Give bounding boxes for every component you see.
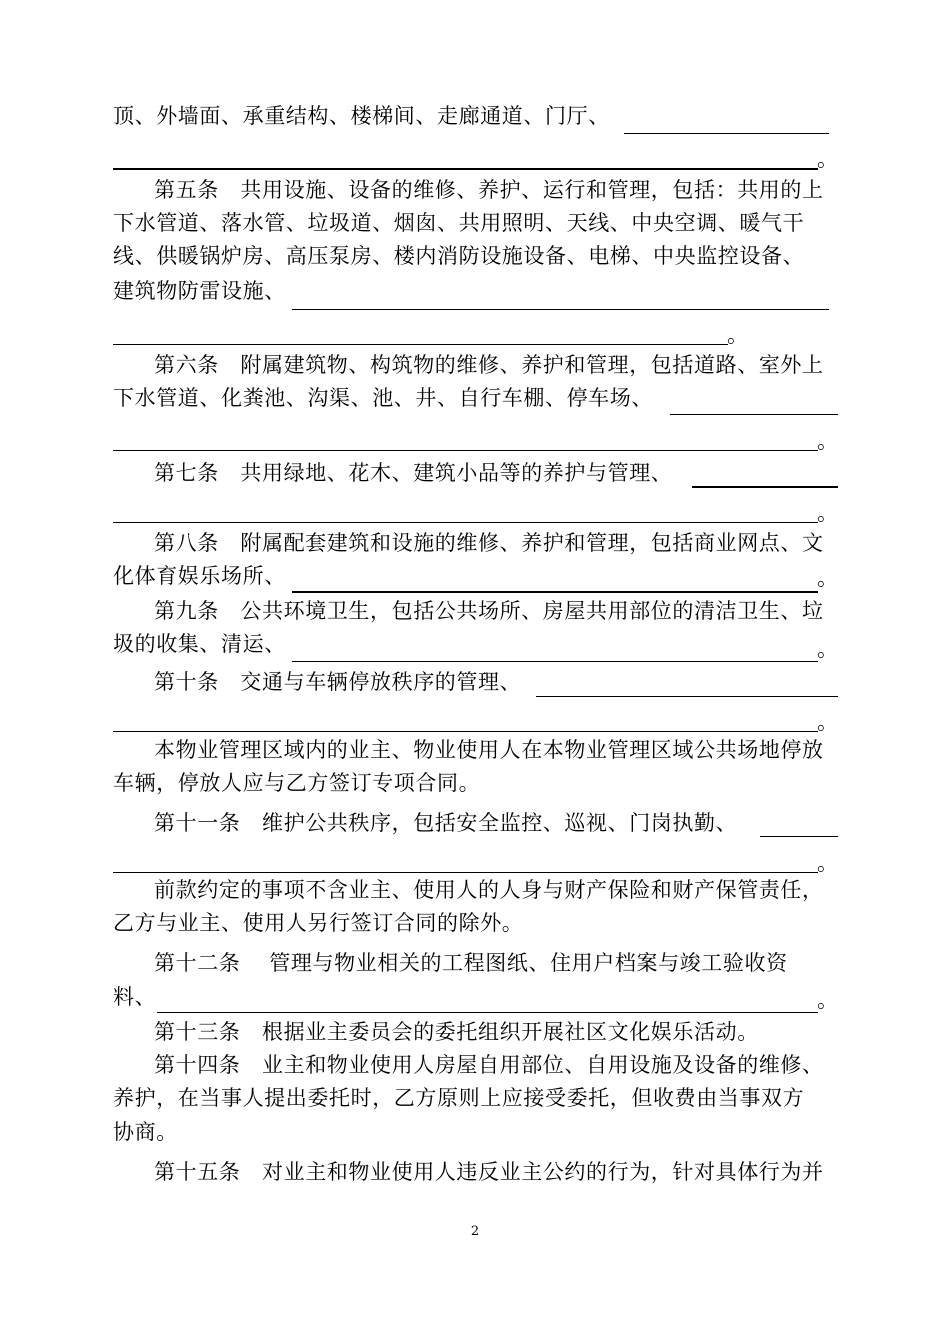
text-line: 前款约定的事项不含业主、使用人的人身与财产保险和财产保管责任， (154, 878, 824, 902)
text-line: 乙方与业主、使用人另行签订合同的除外。 (113, 911, 524, 935)
clause-8: 第八条 附属配套建筑和设施的维修、养护和管理，包括商业网点、文 (154, 531, 824, 555)
blank-line (292, 309, 829, 310)
clause-10: 第十条 交通与车辆停放秩序的管理、 (154, 670, 522, 694)
blank-line (536, 696, 838, 697)
blank-line (692, 486, 838, 488)
text-line: 化体育娱乐场所、 (113, 564, 286, 588)
clause-9: 第九条 公共环境卫生，包括公共场所、房屋共用部位的清洁卫生、垃 (154, 599, 824, 623)
blank-line (760, 836, 838, 837)
text-line: 圾的收集、清运、 (113, 632, 286, 656)
text-line: 顶、外墙面、承重结构、楼梯间、走廊通道、门厅、 (113, 104, 610, 128)
period: 。 (817, 501, 838, 525)
blank-line (670, 414, 838, 415)
blank-line (624, 133, 829, 134)
clause-11: 第十一条 维护公共秩序，包括安全监控、巡视、门岗执勤、 (154, 811, 738, 835)
text-line: 协商。 (113, 1120, 178, 1144)
blank-line (292, 591, 818, 593)
period: 。 (817, 147, 838, 171)
text-line: 线、供暖锅炉房、高压泵房、楼内消防设施设备、电梯、中央监控设备、 (113, 244, 805, 268)
clause-7: 第七条 共用绿地、花木、建筑小品等的养护与管理、 (154, 461, 673, 485)
period: 。 (817, 637, 838, 661)
blank-line (157, 1012, 818, 1013)
clause-6: 第六条 附属建筑物、构筑物的维修、养护和管理，包括道路、室外上 (154, 353, 824, 377)
period: 。 (817, 429, 838, 453)
text-line: 下水管道、落水管、垃圾道、烟囱、共用照明、天线、中央空调、暖气干 (113, 211, 805, 235)
period: 。 (817, 566, 838, 590)
blank-line (113, 168, 818, 170)
text-line: 车辆，停放人应与乙方签订专项合同。 (113, 771, 481, 795)
clause-14: 第十四条 业主和物业使用人房屋自用部位、自用设施及设备的维修、 (154, 1053, 824, 1077)
blank-line (113, 872, 818, 873)
page-number: 2 (470, 1224, 480, 1239)
text-line: 养护，在当事人提出委托时，乙方原则上应接受委托，但收费由当事双方 (113, 1086, 805, 1110)
blank-line (113, 344, 728, 345)
period: 。 (727, 323, 748, 347)
clause-12: 第十二条 管理与物业相关的工程图纸、住用户档案与竣工验收资 (154, 951, 788, 975)
blank-line (113, 450, 818, 451)
blank-line (113, 731, 818, 732)
text-line: 下水管道、化粪池、沟渠、池、井、自行车棚、停车场、 (113, 386, 653, 410)
text-line: 本物业管理区域内的业主、物业使用人在本物业管理区域公共场地停放 (154, 738, 824, 762)
period: 。 (817, 851, 838, 875)
blank-line (292, 661, 818, 662)
period: 。 (817, 710, 838, 734)
blank-line (113, 522, 818, 523)
clause-15: 第十五条 对业主和物业使用人违反业主公约的行为，针对具体行为并 (154, 1160, 824, 1184)
clause-5: 第五条 共用设施、设备的维修、养护、运行和管理，包括：共用的上 (154, 178, 824, 202)
clause-13: 第十三条 根据业主委员会的委托组织开展社区文化娱乐活动。 (154, 1020, 759, 1044)
text-line: 建筑物防雷设施、 (113, 279, 286, 303)
period: 。 (817, 988, 838, 1012)
text-line: 料、 (113, 985, 157, 1009)
